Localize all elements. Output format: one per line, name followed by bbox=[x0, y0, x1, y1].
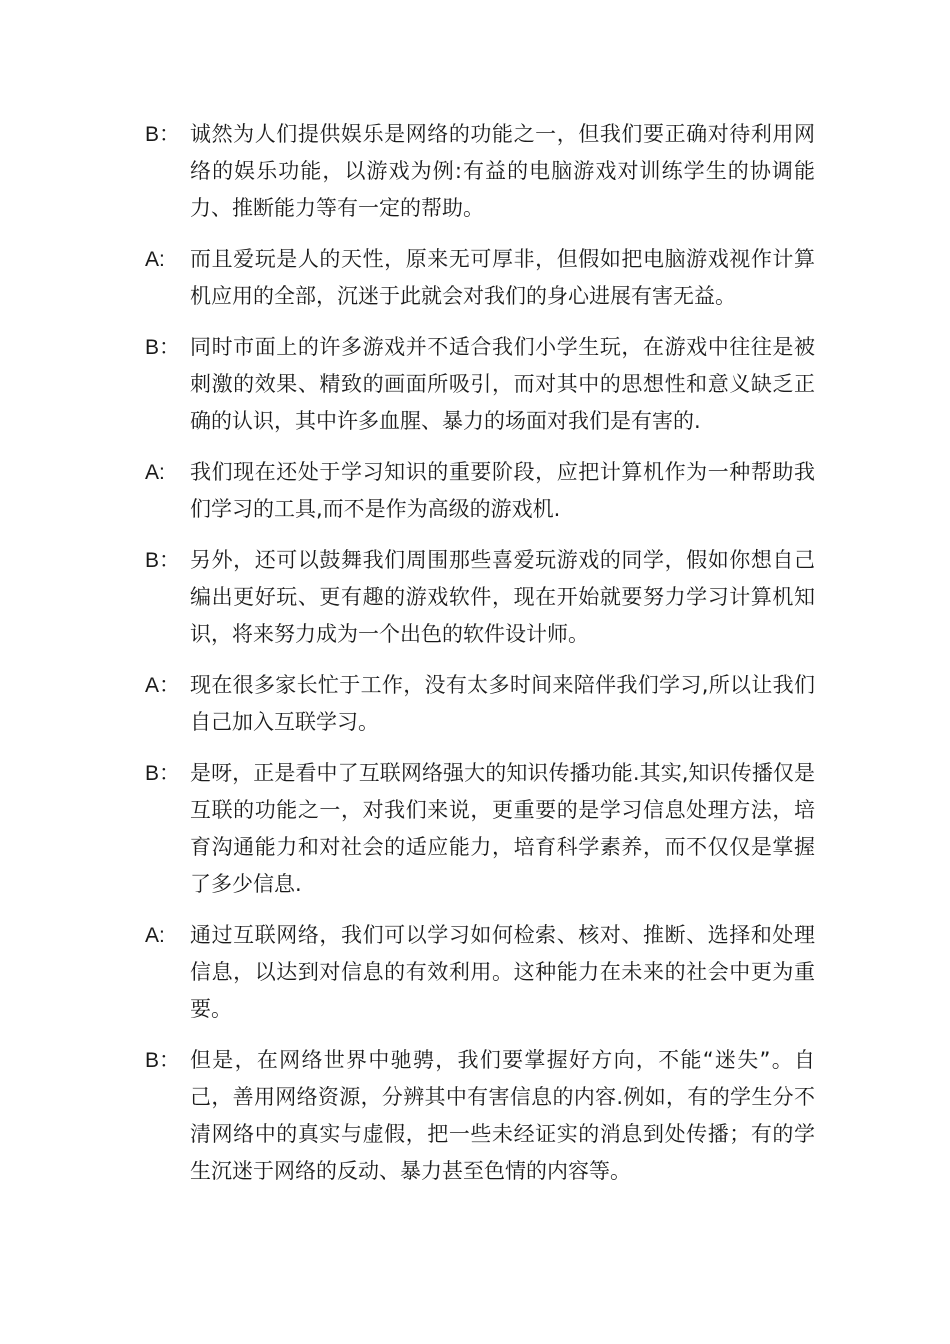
paragraph-text: 而且爱玩是人的天性，原来无可厚非，但假如把电脑游戏视作计算机应用的全部，沉迷于此就会对我们的身心进展有害无益。 bbox=[190, 247, 815, 308]
dialogue-body bbox=[145, 116, 815, 1204]
dialogue-paragraph bbox=[145, 542, 815, 653]
speaker-label: B： bbox=[145, 336, 181, 359]
speaker-label: A: bbox=[145, 248, 165, 271]
paragraph-text: 我们现在还处于学习知识的重要阶段，应把计算机作为一种帮助我们学习的工具,而不是作为高级的游戏机. bbox=[190, 460, 815, 521]
paragraph-text: 诚然为人们提供娱乐是网络的功能之一，但我们要正确对待利用网络的娱乐功能，以游戏为例:有益的电脑游戏对训练学生的协调能力、推断能力等有一定的帮助。 bbox=[190, 122, 815, 220]
paragraph-text: 另外，还可以鼓舞我们周围那些喜爱玩游戏的同学，假如你想自己编出更好玩、更有趣的游戏软件，现在开始就要努力学习计算机知识，将来努力成为一个出色的软件设计师。 bbox=[190, 548, 815, 646]
paragraph-text: 但是，在网络世界中驰骋，我们要掌握好方向，不能“迷失”。自己，善用网络资源，分辨其中有害信息的内容.例如，有的学生分不清网络中的真实与虚假，把一些未经证实的消息到处传播；有的学生沉迷于网络的反动、暴力甚至色情的内容等。 bbox=[190, 1048, 815, 1183]
paragraph-text: 现在很多家长忙于工作，没有太多时间来陪伴我们学习,所以让我们自己加入互联学习。 bbox=[190, 673, 815, 734]
dialogue-paragraph bbox=[145, 667, 815, 741]
speaker-label: A: bbox=[145, 924, 165, 947]
paragraph-text: 同时市面上的许多游戏并不适合我们小学生玩，在游戏中往往是被刺激的效果、精致的画面所吸引，而对其中的思想性和意义缺乏正确的认识，其中许多血腥、暴力的场面对我们是有害的. bbox=[190, 335, 815, 433]
dialogue-paragraph bbox=[145, 1042, 815, 1190]
speaker-label: B： bbox=[145, 1049, 181, 1072]
speaker-label: B： bbox=[145, 123, 181, 146]
dialogue-paragraph bbox=[145, 241, 815, 315]
speaker-label: B： bbox=[145, 762, 181, 785]
paragraph-text: 是呀，正是看中了互联网络强大的知识传播功能.其实,知识传播仅是互联的功能之一，对我们来说，更重要的是学习信息处理方法，培育沟通能力和对社会的适应能力，培育科学素养，而不仅仅是掌握了多少信息. bbox=[190, 761, 815, 896]
speaker-label: B： bbox=[145, 549, 181, 572]
dialogue-paragraph bbox=[145, 329, 815, 440]
speaker-label: A: bbox=[145, 461, 165, 484]
speaker-label: A： bbox=[145, 674, 181, 697]
paragraph-text: 通过互联网络，我们可以学习如何检索、核对、推断、选择和处理信息，以达到对信息的有效利用。这种能力在未来的社会中更为重要。 bbox=[190, 923, 815, 1021]
dialogue-paragraph bbox=[145, 116, 815, 227]
dialogue-paragraph bbox=[145, 917, 815, 1028]
dialogue-paragraph bbox=[145, 755, 815, 903]
dialogue-paragraph bbox=[145, 454, 815, 528]
